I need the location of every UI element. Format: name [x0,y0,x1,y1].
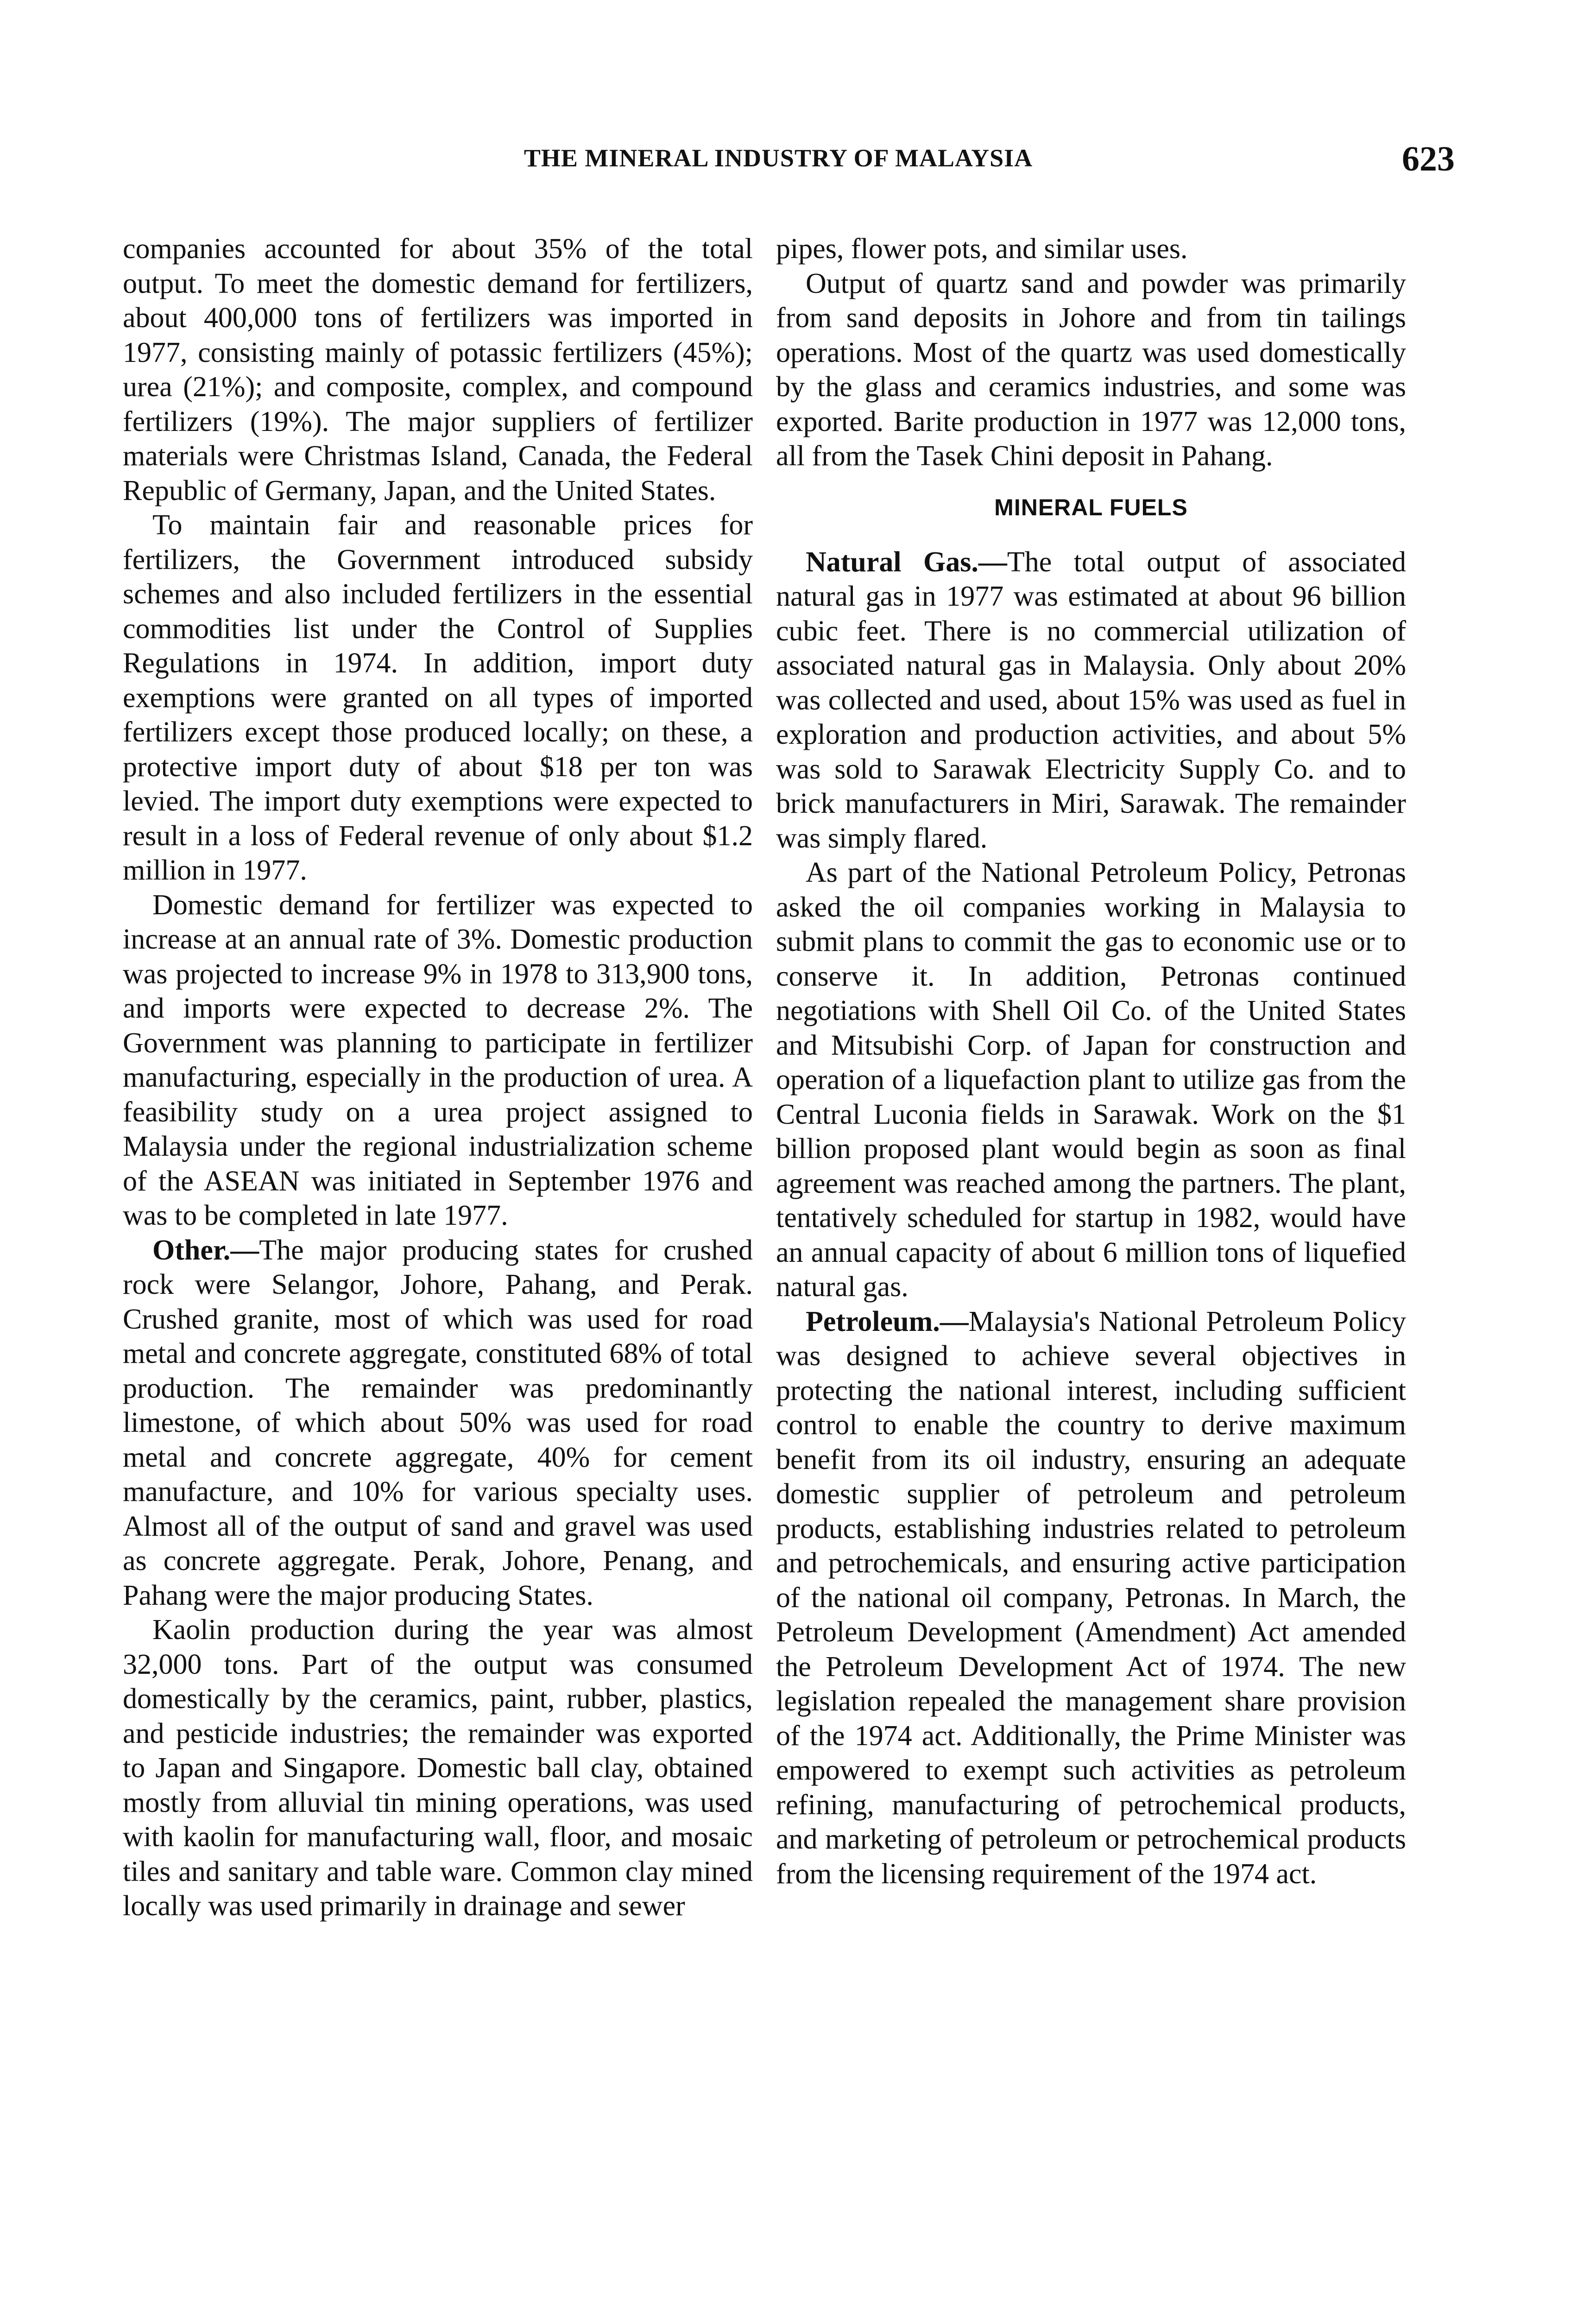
section-heading: MINERAL FUELS [994,494,1188,520]
left-column [123,232,753,1924]
paragraph: Kaolin production during the year was almost 32,000 tons. Part of the output was consumed domestically by the ceramics, paint, rubber, plastics, and pesticide industries; the remainder was exported to Japan and Singapore. Domestic ball clay, obtained mostly from alluvial tin mining operations, was used with kaolin for manufacturing wall, floor, and mosaic tiles and sanitary and table ware. Common clay mined locally was used primarily in drainage and sewer [123,1614,753,1922]
right-column [776,232,1406,1891]
run-in-heading: Natural Gas.— [806,546,1007,578]
paragraph-other [123,1233,753,1613]
paragraph: Domestic demand for fertilizer was expected to increase at an annual rate of 3%. Domestic production was projected to increase 9% in 1978 to 313,900 tons, and imports were expected to decrease 2%. The Government was planning to participate in fertilizer manufacturing, especially in the production of urea. A feasibility study on a urea project assigned to Malaysia under the regional industrialization scheme of the ASEAN was initiated in September 1976 and was to be completed in late 1977. [123,889,753,1231]
page-number: 623 [1402,139,1455,178]
paragraph: Output of quartz sand and powder was primarily from sand deposits in Johore and from tin tailings operations. Most of the quartz was used domestically by the glass and ceramics industries, and some was exported. Barite production in 1977 was 12,000 tons, all from the Tasek Chini deposit in Pahang. [776,267,1406,472]
paragraph: To maintain fair and reasonable prices for fertilizers, the Government introduced subsidy schemes and also included fertilizers in the essential commodities list under the Control of Supplies Regulations in 1974. In addition, import duty exemptions were granted on all types of imported fertilizers except those produced locally; on these, a protective import duty of about $18 per ton was levied. The import duty exemptions were expected to result in a loss of Federal revenue of only about $1.2 million in 1977. [123,509,753,886]
paragraph-text: The major producing states for crushed rock were Selangor, Johore, Pahang, and Perak. Crushed granite, most of which was used for road metal and concrete aggregate, constituted 68% of total production. The remainder was predominantly limestone, of which about 50% was used for road metal and concrete aggregate, 40% for cement manufacture, and 10% for various specialty uses. Almost all of the output of sand and gravel was used as concrete aggregate. Perak, Johore, Penang, and Pahang were the major producing States. [123,1234,753,1611]
run-in-heading: Other.— [152,1234,259,1266]
paragraph: As part of the National Petroleum Policy, Petronas asked the oil companies working in Malaysia to submit plans to commit the gas to economic use or to conserve it. In addition, Petronas continued negotiations with Shell Oil Co. of the United States and Mitsubishi Corp. of Japan for construction and operation of a liquefaction plant to utilize gas from the Central Luconia fields in Sarawak. Work on the $1 billion proposed plant would begin as soon as final agreement was reached among the partners. The plant, tentatively scheduled for startup in 1982, would have an annual capacity of about 6 million tons of liquefied natural gas. [776,857,1406,1303]
paragraph: companies accounted for about 35% of the total output. To meet the domestic demand for fertilizers, about 400,000 tons of fertilizers was imported in 1977, consisting mainly of potassic fertilizers (45%); urea (21%); and composite, complex, and compound fertilizers (19%). The major suppliers of fertilizer materials were Christmas Island, Canada, the Federal Republic of Germany, Japan, and the United States. [123,233,753,506]
paragraph-natural-gas [776,545,1406,856]
run-in-heading: Petroleum.— [806,1305,969,1337]
running-title: THE MINERAL INDUSTRY OF MALAYSIA [524,144,1033,172]
paragraph-text: The total output of associated natural gas in 1977 was estimated at about 96 billion cubic feet. There is no commercial utilization of associated natural gas in Malaysia. Only about 20% was collected and used, about 15% was used as fuel in exploration and production activities, and about 5% was sold to Sarawak Electricity Supply Co. and to brick manufacturers in Miri, Sarawak. The remainder was simply flared. [776,546,1406,854]
paragraph-text: Malaysia's National Petroleum Policy was designed to achieve several objectives in protecting the national interest, including sufficient control to enable the country to derive maximum benefit from its oil industry, ensuring an adequate domestic supplier of petroleum and petroleum products, establishing industries related to petroleum and petrochemicals, and ensuring active participation of the national oil company, Petronas. In March, the Petroleum Development (Amendment) Act amended the Petroleum Development Act of 1974. The new legislation repealed the management share provision of the 1974 act. Additionally, the Prime Minister was empowered to exempt such activities as petroleum refining, manufacturing of petrochemical products, and marketing of petroleum or petrochemical products from the licensing requirement of the 1974 act. [776,1305,1406,1890]
paragraph-petroleum [776,1304,1406,1892]
paragraph: pipes, flower pots, and similar uses. [776,233,1188,265]
